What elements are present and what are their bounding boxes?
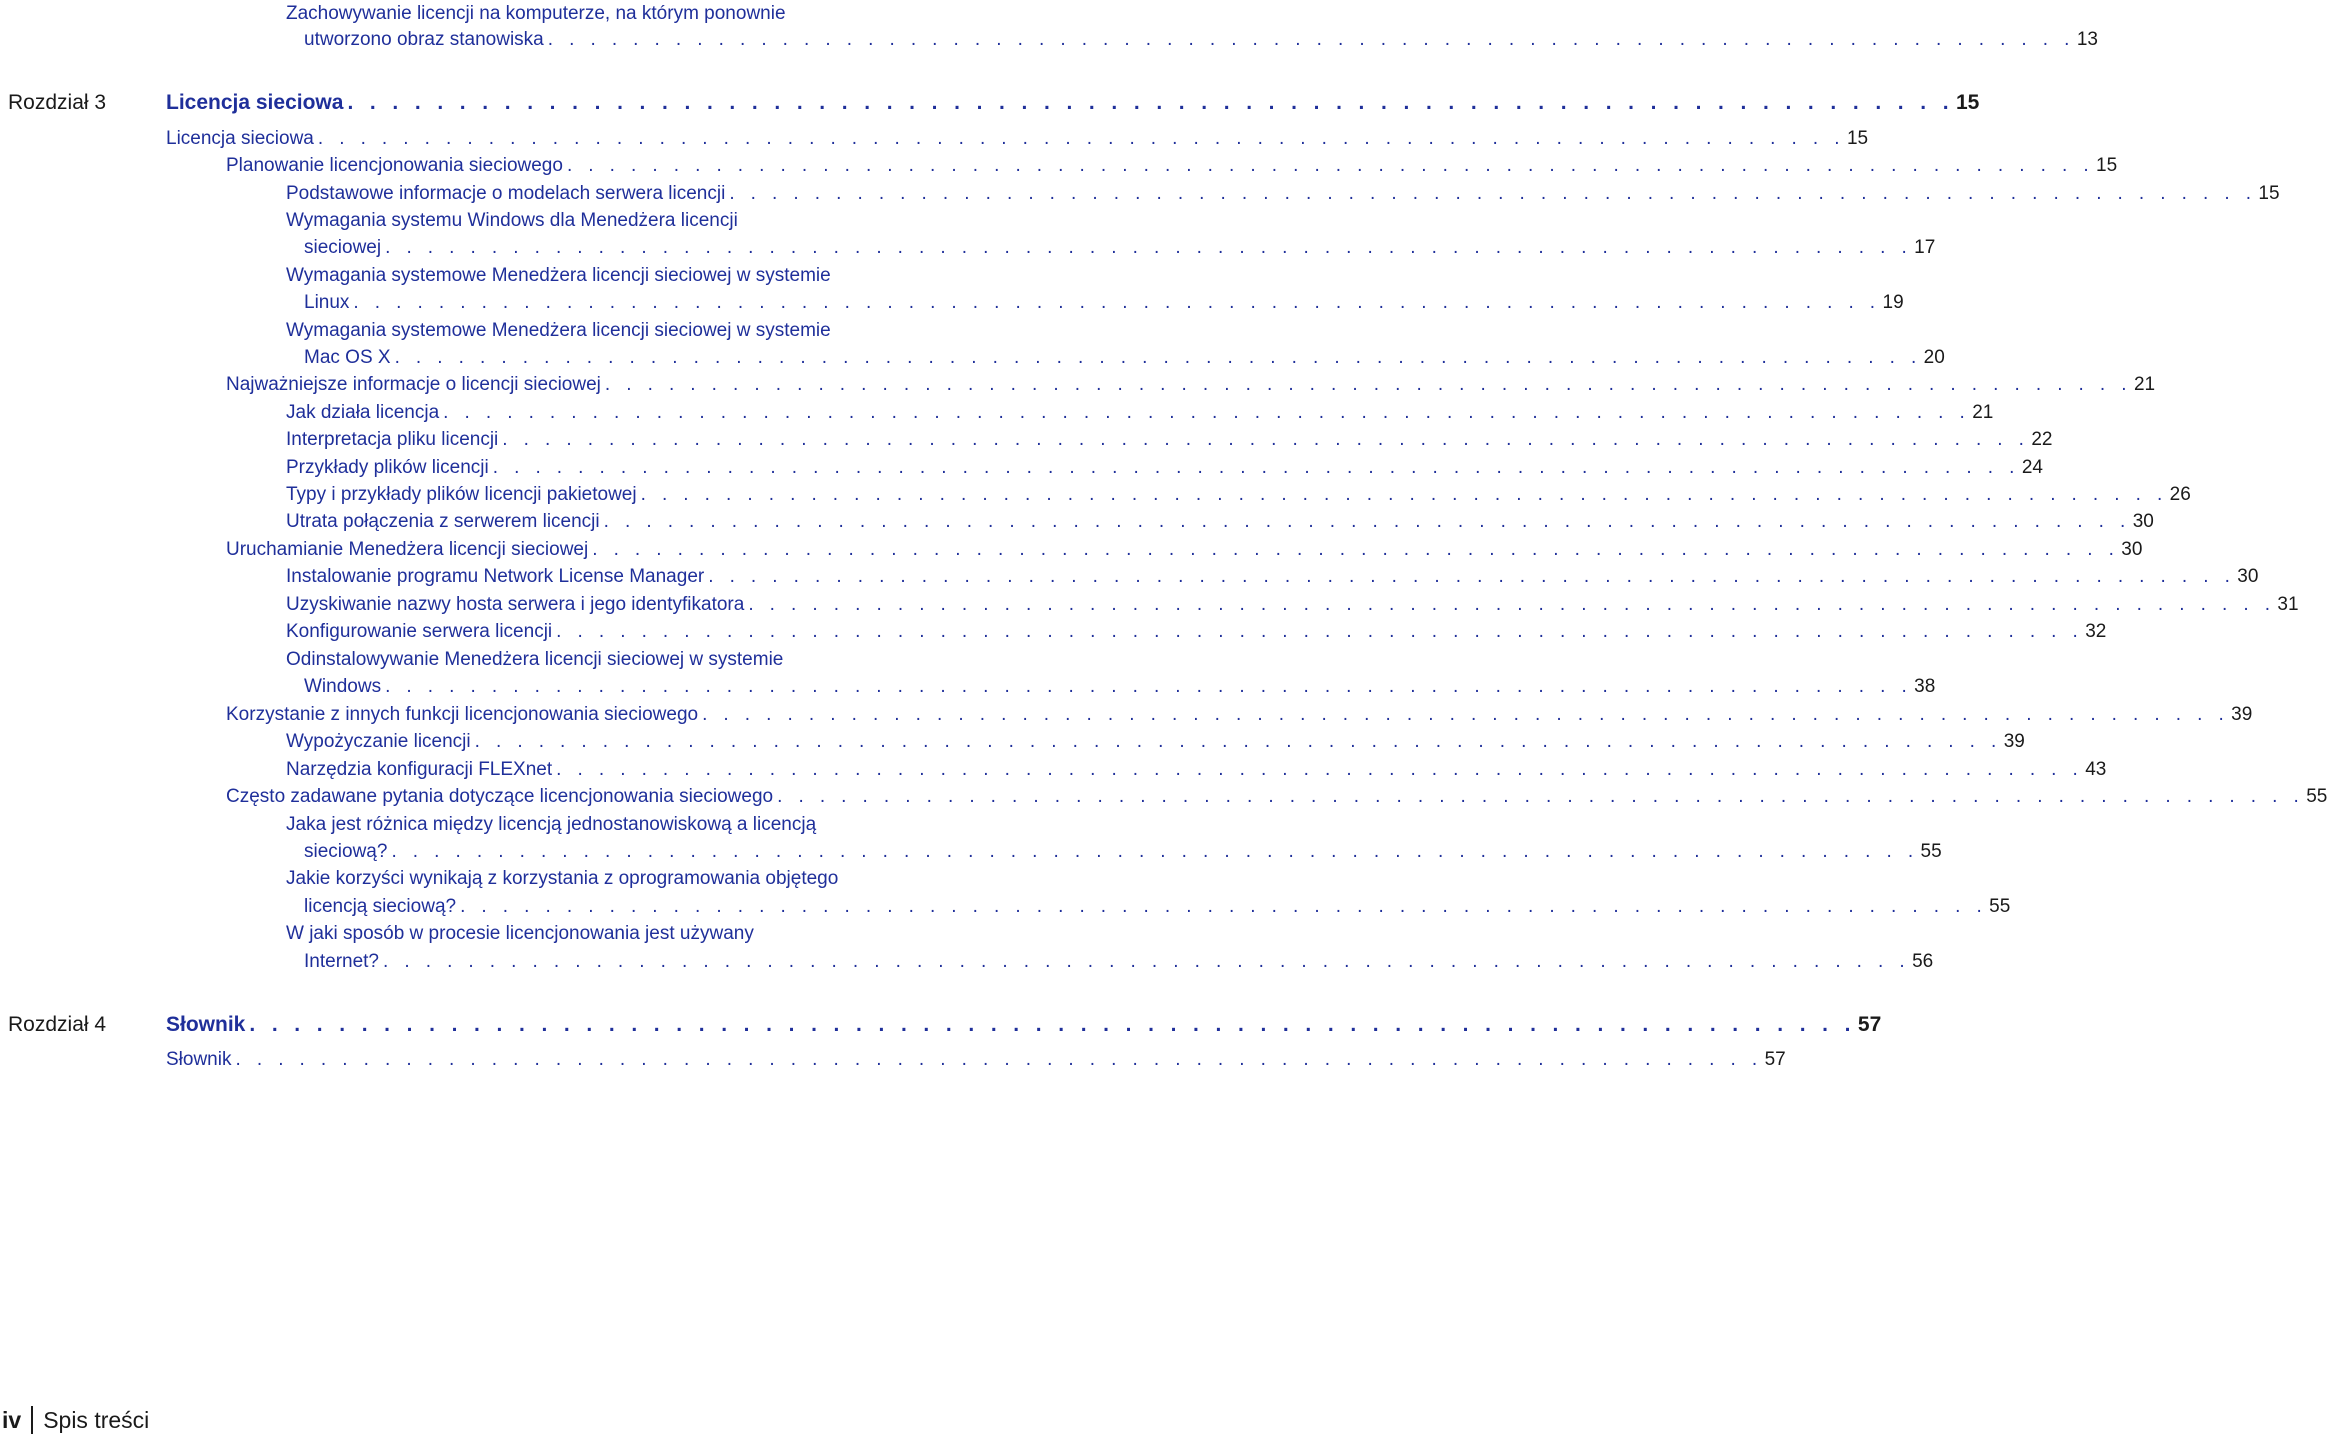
toc-page-number: 24 bbox=[2021, 457, 2043, 478]
toc-entry[interactable] bbox=[226, 783, 2327, 811]
toc-entry-line1[interactable]: Wymagania systemu Windows dla Menedżera licencji bbox=[286, 210, 738, 231]
toc-leader-dots: . . . . . . . . . . . . . . . . . . . . . . . . . . . . . . . . . . . . . . . . . . . . . . . . . . . . . . . . . . . . . . . . . . . . . . . . bbox=[385, 676, 1913, 697]
toc-page-number: 57 bbox=[1764, 1049, 1786, 1070]
toc-entry[interactable] bbox=[286, 756, 2107, 784]
toc-leader-dots: . . . . . . . . . . . . . . . . . . . . . . . . . . . . . . . . . . . . . . . . . . . . . . . . . . . . . . . . . . . . . . . . . . . . . . . . bbox=[777, 786, 2305, 807]
toc-entry-title: Słownik bbox=[166, 1049, 232, 1070]
toc-entry[interactable] bbox=[304, 893, 2011, 921]
toc-entry-title: Internet? bbox=[304, 951, 379, 972]
footer-divider bbox=[31, 1406, 33, 1434]
toc-page-number: 57 bbox=[1857, 1013, 1882, 1036]
toc-leader-dots: . . . . . . . . . . . . . . . . . . . . . . . . . . . . . . . . . . . . . . . . . . . . . . . . . . . . . . . . . . . . . . . . . . . . . . . . bbox=[556, 759, 2084, 780]
toc-leader-dots: . . . . . . . . . . . . . . . . . . . . . . . . . . . . . . . . . . . . . . . . . . . . . . . . . . . . . . . . . . . . . . . . . . . . . . . . bbox=[391, 841, 1919, 862]
toc-page-number: 55 bbox=[1989, 896, 2011, 917]
toc-entry[interactable] bbox=[304, 838, 1942, 866]
footer-section-title: Spis treści bbox=[43, 1406, 150, 1433]
toc-entry[interactable] bbox=[286, 728, 2025, 756]
toc-leader-dots: . . . . . . . . . . . . . . . . . . . . . . . . . . . . . . . . . . . . . . . . . . . . . . . . . . . . . . . . . . . . . . . . . . . . . . . . bbox=[556, 621, 2084, 642]
toc-leader-dots: . . . . . . . . . . . . . . . . . . . . . . . . . . . . . . . . . . . . . . . . . . . . . . . . . . . . . . . . . . . . . . . . . . . . . . . . bbox=[394, 347, 1922, 368]
toc-entry-title: Narzędzia konfiguracji FLEXnet bbox=[286, 759, 553, 780]
toc-entry[interactable] bbox=[304, 948, 1934, 976]
toc-entry-title: Interpretacja pliku licencji bbox=[286, 429, 499, 450]
toc-entry-line1[interactable]: Odinstalowywanie Menedżera licencji sieciowej w systemie bbox=[286, 649, 784, 670]
toc-entry-title: Korzystanie z innych funkcji licencjonowania sieciowego bbox=[226, 704, 699, 725]
toc-entry[interactable] bbox=[226, 152, 2118, 180]
toc-entry-line1[interactable]: Jakie korzyści wynikają z korzystania z oprogramowania objętego bbox=[286, 868, 839, 889]
toc-entry[interactable] bbox=[286, 481, 2191, 509]
toc-entry-title: Instalowanie programu Network License Manager bbox=[286, 566, 705, 587]
toc-entry[interactable] bbox=[304, 26, 2098, 54]
toc-leader-dots: . . . . . . . . . . . . . . . . . . . . . . . . . . . . . . . . . . . . . . . . . . . . . . . . . . . . . . . . . . . . . . . . . . . . . . . . bbox=[460, 896, 1988, 917]
toc-entry-title: utworzono obraz stanowiska bbox=[304, 29, 544, 50]
toc-entry-title: Często zadawane pytania dotyczące licencjonowania sieciowego bbox=[226, 786, 774, 807]
toc-entry-line1[interactable]: Wymagania systemowe Menedżera licencji sieciowej w systemie bbox=[286, 265, 831, 286]
toc-entry[interactable] bbox=[226, 536, 2143, 564]
toc-leader-dots: . . . . . . . . . . . . . . . . . . . . . . . . . . . . . . . . . . . . . . . . . . . . . . . . . . . . . . . . . . . . . . . . . . . . . . . . bbox=[748, 594, 2276, 615]
toc-page-number: 21 bbox=[2133, 374, 2156, 395]
toc-page-number: 32 bbox=[2085, 621, 2107, 642]
toc-page-number: 17 bbox=[1914, 237, 1936, 258]
toc-page-number: 15 bbox=[1846, 128, 1869, 149]
toc-leader-dots: . . . . . . . . . . . . . . . . . . . . . . . . . . . . . . . . . . . . . . . . . . . . . . . . . . . . . . . . . . . . . . . . . . . . . . . . bbox=[383, 951, 1911, 972]
toc-page-number: 15 bbox=[2096, 155, 2118, 176]
toc-page-number: 20 bbox=[1923, 347, 1945, 368]
toc-page-number: 55 bbox=[1920, 841, 1942, 862]
toc-leader-dots: . . . . . . . . . . . . . . . . . . . . . . . . . . . . . . . . . . . . . . . . . . . . . . . . . . . . . . . . . . . . . . . . . . . . . . . . bbox=[317, 128, 1845, 149]
toc-leader-dots: . . . . . . . . . . . . . . . . . . . . . . . . . . . . . . . . . . . . . . . . . . . . . . . . . . . . . . . . . . . . . . . . . . . . . . . . bbox=[249, 1013, 1856, 1036]
toc-page-number: 39 bbox=[2231, 704, 2253, 725]
toc-page-number: 30 bbox=[2237, 566, 2259, 587]
toc-leader-dots: . . . . . . . . . . . . . . . . . . . . . . . . . . . . . . . . . . . . . . . . . . . . . . . . . . . . . . . . . . . . . . . . . . . . . . . . bbox=[729, 183, 2257, 204]
chapter-title-entry[interactable] bbox=[166, 1011, 1882, 1039]
toc-leader-dots: . . . . . . . . . . . . . . . . . . . . . . . . . . . . . . . . . . . . . . . . . . . . . . . . . . . . . . . . . . . . . . . . . . . . . . . . bbox=[592, 539, 2120, 560]
toc-entry-title: sieciowej bbox=[304, 237, 382, 258]
toc-page-number: 30 bbox=[2132, 511, 2154, 532]
toc-page-number: 19 bbox=[1882, 292, 1904, 313]
toc-entry[interactable] bbox=[304, 673, 1936, 701]
toc-entry-title: licencją sieciową? bbox=[304, 896, 457, 917]
toc-entry-title: Jak działa licencja bbox=[286, 402, 440, 423]
chapter-label: Rozdział 3 bbox=[8, 91, 107, 114]
toc-entry-title: Planowanie licencjonowania sieciowego bbox=[226, 155, 563, 176]
toc-leader-dots: . . . . . . . . . . . . . . . . . . . . . . . . . . . . . . . . . . . . . . . . . . . . . . . . . . . . . . . . . . . . . . . . . . . . . . . . bbox=[385, 237, 1913, 258]
toc-leader-dots: . . . . . . . . . . . . . . . . . . . . . . . . . . . . . . . . . . . . . . . . . . . . . . . . . . . . . . . . . . . . . . . . . . . . . . . . bbox=[235, 1049, 1763, 1070]
toc-leader-dots: . . . . . . . . . . . . . . . . . . . . . . . . . . . . . . . . . . . . . . . . . . . . . . . . . . . . . . . . . . . . . . . . . . . . . . . . bbox=[353, 292, 1881, 313]
toc-entry-title: Konfigurowanie serwera licencji bbox=[286, 621, 553, 642]
toc-page-number: 43 bbox=[2085, 759, 2107, 780]
toc-entry-title: Licencja sieciowa bbox=[166, 128, 314, 149]
chapter-label: Rozdział 4 bbox=[8, 1013, 107, 1036]
toc-page-number: 26 bbox=[2169, 484, 2191, 505]
toc-entry-title: Mac OS X bbox=[304, 347, 391, 368]
toc-entry[interactable] bbox=[286, 563, 2259, 591]
toc-entry-title: Utrata połączenia z serwerem licencji bbox=[286, 511, 600, 532]
toc-entry[interactable] bbox=[286, 454, 2043, 482]
toc-entry[interactable] bbox=[304, 344, 1945, 372]
toc-entry-title: Najważniejsze informacje o licencji sieciowej bbox=[226, 374, 601, 395]
toc-leader-dots: . . . . . . . . . . . . . . . . . . . . . . . . . . . . . . . . . . . . . . . . . . . . . . . . . . . . . . . . . . . . . . . . . . . . . . . . bbox=[347, 91, 1954, 114]
page-footer bbox=[2, 1404, 149, 1436]
toc-page-number: 22 bbox=[2031, 429, 2053, 450]
toc-leader-dots: . . . . . . . . . . . . . . . . . . . . . . . . . . . . . . . . . . . . . . . . . . . . . . . . . . . . . . . . . . . . . . . . . . . . . . . . bbox=[604, 374, 2132, 395]
toc-entry-title: Wypożyczanie licencji bbox=[286, 731, 471, 752]
toc-leader-dots: . . . . . . . . . . . . . . . . . . . . . . . . . . . . . . . . . . . . . . . . . . . . . . . . . . . . . . . . . . . . . . . . . . . . . . . . bbox=[492, 457, 2020, 478]
toc-entry[interactable] bbox=[286, 508, 2154, 536]
toc-leader-dots: . . . . . . . . . . . . . . . . . . . . . . . . . . . . . . . . . . . . . . . . . . . . . . . . . . . . . . . . . . . . . . . . . . . . . . . . bbox=[474, 731, 2002, 752]
toc-entry-title: Uruchamianie Menedżera licencji sieciowej bbox=[226, 539, 589, 560]
toc-entry-line1[interactable]: Zachowywanie licencji na komputerze, na którym ponownie bbox=[286, 3, 786, 24]
toc-leader-dots: . . . . . . . . . . . . . . . . . . . . . . . . . . . . . . . . . . . . . . . . . . . . . . . . . . . . . . . . . . . . . . . . . . . . . . . . bbox=[566, 155, 2095, 176]
toc-leader-dots: . . . . . . . . . . . . . . . . . . . . . . . . . . . . . . . . . . . . . . . . . . . . . . . . . . . . . . . . . . . . . . . . . . . . . . . . bbox=[502, 429, 2030, 450]
toc-entry-line1[interactable]: W jaki sposób w procesie licencjonowania jest używany bbox=[286, 923, 754, 944]
toc-entry-title: Przykłady plików licencji bbox=[286, 457, 489, 478]
toc-page-number: 55 bbox=[2306, 786, 2327, 807]
toc-entry-line1[interactable]: Wymagania systemowe Menedżera licencji sieciowej w systemie bbox=[286, 320, 831, 341]
toc-entry-title: Podstawowe informacje o modelach serwera licencji bbox=[286, 183, 726, 204]
toc-entry[interactable] bbox=[304, 234, 1936, 262]
chapter-title-entry[interactable] bbox=[166, 89, 1980, 117]
toc-entry[interactable] bbox=[286, 618, 2107, 646]
toc-page-number: 56 bbox=[1912, 951, 1934, 972]
chapter-title: Słownik bbox=[166, 1013, 246, 1036]
toc-page-number: 30 bbox=[2121, 539, 2143, 560]
toc-page-number: 38 bbox=[1914, 676, 1936, 697]
toc-page-number: 31 bbox=[2277, 594, 2299, 615]
toc-entry[interactable] bbox=[286, 399, 1994, 427]
toc-entry-title: Typy i przykłady plików licencji pakietowej bbox=[286, 484, 637, 505]
toc-entry-line1[interactable]: Jaka jest różnica między licencją jednostanowiskową a licencją bbox=[286, 814, 817, 835]
toc-entry[interactable] bbox=[166, 1046, 1786, 1074]
toc-entry[interactable] bbox=[286, 426, 2053, 454]
toc-page-number: 13 bbox=[2076, 29, 2098, 50]
toc-entry[interactable] bbox=[304, 289, 1904, 317]
toc-entry[interactable] bbox=[226, 701, 2253, 729]
toc-entry-title: Windows bbox=[304, 676, 382, 697]
toc-page-number: 15 bbox=[2258, 183, 2280, 204]
toc-entry-title: Uzyskiwanie nazwy hosta serwera i jego identyfikatora bbox=[286, 594, 745, 615]
toc-leader-dots: . . . . . . . . . . . . . . . . . . . . . . . . . . . . . . . . . . . . . . . . . . . . . . . . . . . . . . . . . . . . . . . . . . . . . . . . bbox=[708, 566, 2236, 587]
chapter-title: Licencja sieciowa bbox=[166, 91, 344, 114]
toc-entry[interactable] bbox=[226, 371, 2156, 399]
toc-entry[interactable] bbox=[166, 125, 1869, 153]
toc-page-number: 39 bbox=[2003, 731, 2025, 752]
footer-page-number: iv bbox=[2, 1406, 22, 1433]
toc-leader-dots: . . . . . . . . . . . . . . . . . . . . . . . . . . . . . . . . . . . . . . . . . . . . . . . . . . . . . . . . . . . . . . . . . . . . . . . . bbox=[547, 29, 2075, 50]
toc-entry-title: Linux bbox=[304, 292, 350, 313]
toc-leader-dots: . . . . . . . . . . . . . . . . . . . . . . . . . . . . . . . . . . . . . . . . . . . . . . . . . . . . . . . . . . . . . . . . . . . . . . . . bbox=[640, 484, 2168, 505]
toc-entry[interactable] bbox=[286, 591, 2299, 619]
toc-page-number: 21 bbox=[1972, 402, 1994, 423]
toc-leader-dots: . . . . . . . . . . . . . . . . . . . . . . . . . . . . . . . . . . . . . . . . . . . . . . . . . . . . . . . . . . . . . . . . . . . . . . . . bbox=[443, 402, 1971, 423]
toc-entry[interactable] bbox=[286, 180, 2280, 208]
toc-leader-dots: . . . . . . . . . . . . . . . . . . . . . . . . . . . . . . . . . . . . . . . . . . . . . . . . . . . . . . . . . . . . . . . . . . . . . . . . bbox=[603, 511, 2131, 532]
toc-page-number: 15 bbox=[1955, 91, 1980, 114]
toc-entry-title: sieciową? bbox=[304, 841, 388, 862]
toc-leader-dots: . . . . . . . . . . . . . . . . . . . . . . . . . . . . . . . . . . . . . . . . . . . . . . . . . . . . . . . . . . . . . . . . . . . . . . . . bbox=[702, 704, 2230, 725]
